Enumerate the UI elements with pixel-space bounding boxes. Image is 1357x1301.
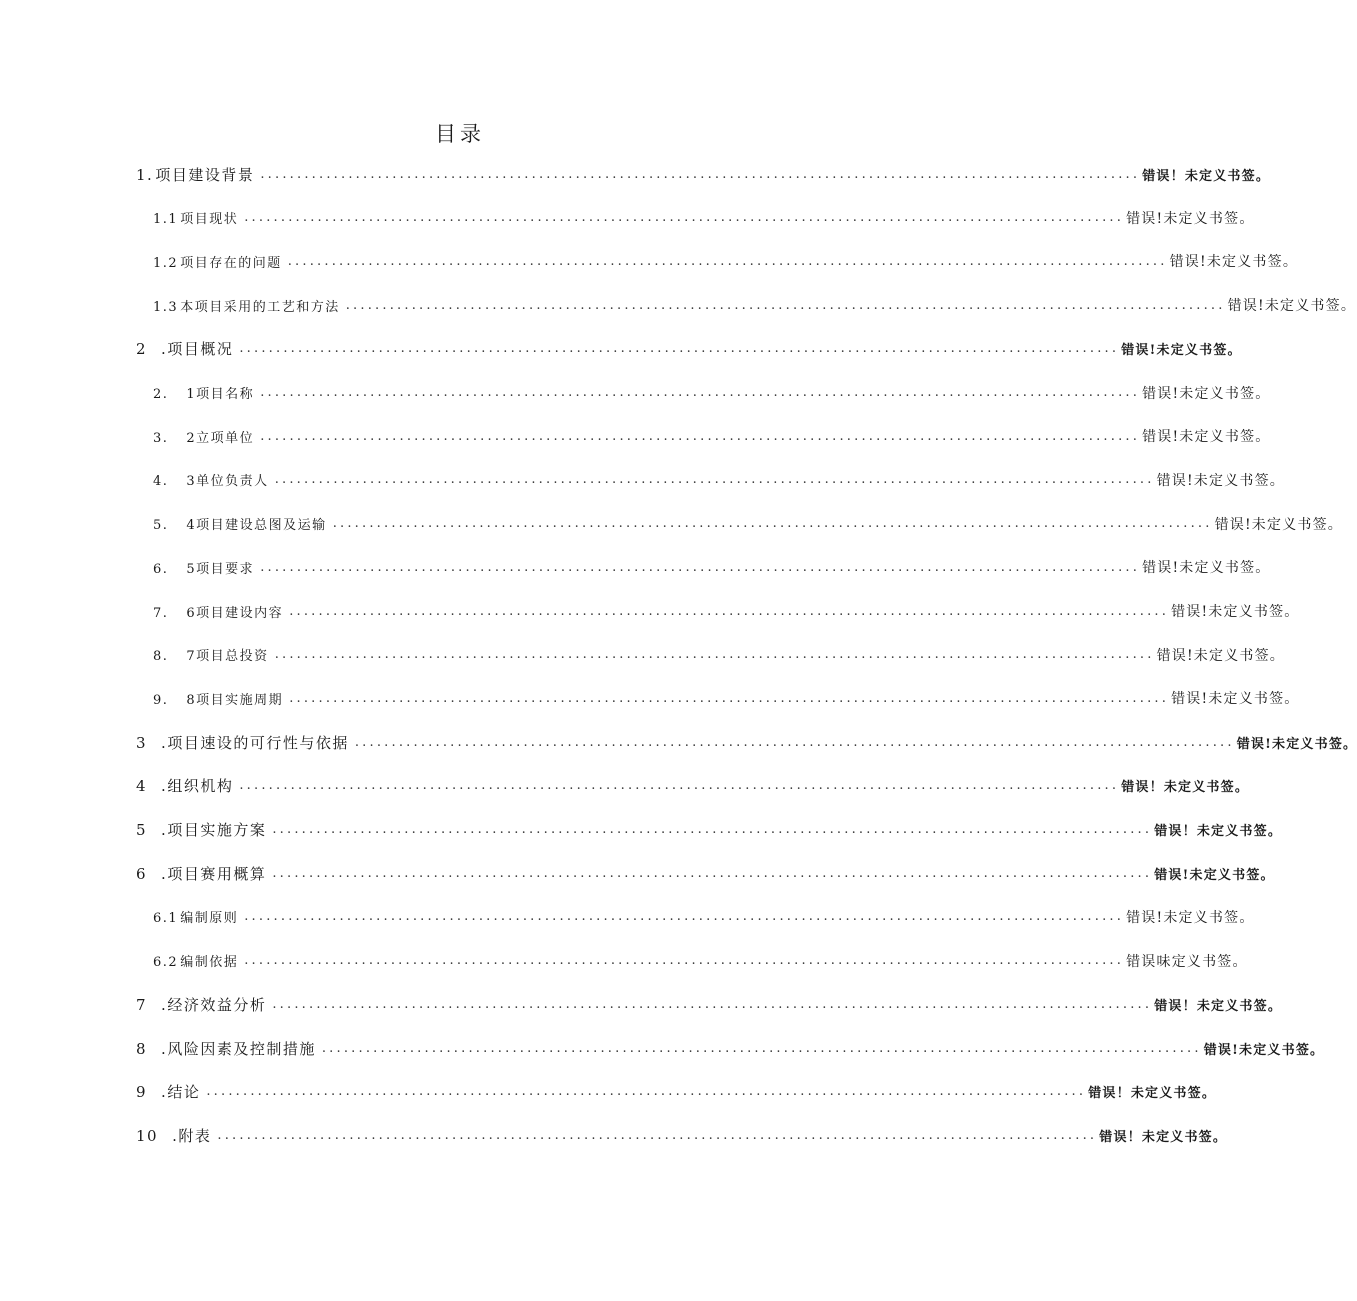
toc-entry-number: 9. <box>153 692 169 708</box>
toc-entry-page-ref: 错误！未定义书签。 <box>1142 168 1271 184</box>
toc-entry-page-ref: 错误!未定义书签。 <box>1142 560 1271 577</box>
toc-entry[interactable] <box>0 246 1299 276</box>
toc-dot-leader: ........................................................................................................................ <box>244 953 1125 969</box>
toc-entry-text: 7项目总投资 <box>186 649 269 665</box>
toc-entry-number: 8. <box>153 649 169 665</box>
toc-entry-label <box>153 645 269 664</box>
toc-dot-leader: ........................................................................................................................ <box>260 385 1141 400</box>
toc-entry-number: 4 <box>136 777 148 796</box>
toc-entry-text: 项目建设背景 <box>155 165 255 184</box>
toc-entry-number: 3. <box>153 430 169 446</box>
toc-entry-number: 9 <box>136 1083 148 1102</box>
toc-entry-number: 6 <box>136 864 148 883</box>
toc-entry[interactable] <box>0 1120 1228 1150</box>
toc-entry-text: 本项目采用的工艺和方法 <box>180 299 340 315</box>
toc-entry-number: 5. <box>153 518 169 534</box>
toc-entry-page-ref: 错误！未定义书签。 <box>1088 1086 1217 1102</box>
toc-entry[interactable] <box>0 771 1250 801</box>
toc-entry-label <box>153 208 238 227</box>
toc-entry-text: .项目概况 <box>161 340 234 359</box>
toc-entry[interactable] <box>0 815 1283 845</box>
toc-entry-number: 1.1 <box>153 212 179 228</box>
toc-dot-leader: ........................................................................................................................ <box>260 559 1141 575</box>
toc-entry-text: 编制原则 <box>180 911 239 927</box>
toc-entry-text: .风险因素及控制措施 <box>161 1039 316 1058</box>
toc-dot-leader: ........................................................................................................................ <box>354 734 1235 750</box>
toc-dot-leader: ........................................................................................................................ <box>274 647 1155 663</box>
toc-entry-label <box>153 383 254 402</box>
toc-entry-number: 2. <box>153 387 169 402</box>
toc-entry[interactable] <box>0 378 1271 408</box>
toc-entry[interactable] <box>0 1033 1325 1063</box>
toc-entry-text: 6项目建设内容 <box>186 605 284 621</box>
toc-entry-page-ref: 错误!未定义书签。 <box>1236 736 1357 752</box>
toc-entry-label <box>153 602 283 621</box>
toc-dot-leader: ........................................................................................................................ <box>274 472 1155 488</box>
toc-entry-text: .附表 <box>172 1126 212 1145</box>
toc-entry-label <box>136 164 254 185</box>
toc-dot-leader: ........................................................................................................................ <box>272 865 1153 881</box>
toc-entry-label <box>153 296 340 315</box>
toc-entry-label <box>153 427 254 446</box>
toc-entry-text: 4项目建设总图及运输 <box>186 518 327 534</box>
toc-entry[interactable] <box>0 1077 1217 1107</box>
toc-entry-text: 5项目要求 <box>186 561 255 577</box>
toc-dot-leader: ........................................................................................................................ <box>260 428 1141 444</box>
toc-dot-leader: ........................................................................................................................ <box>289 690 1170 706</box>
toc-dot-leader: ........................................................................................................................ <box>272 822 1153 837</box>
toc-entry-label <box>153 558 254 577</box>
toc-entry-text: 3单位负责人 <box>186 474 269 490</box>
toc-entry-label <box>153 951 238 970</box>
toc-entry-label <box>136 994 266 1015</box>
toc-entry[interactable] <box>0 290 1357 320</box>
toc-dot-leader: ........................................................................................................................ <box>244 909 1125 925</box>
toc-entry-text: 项目存在的问题 <box>180 255 282 271</box>
toc-dot-leader: ........................................................................................................................ <box>239 778 1120 794</box>
toc-entry-label <box>136 775 233 796</box>
toc-entry-label <box>136 1125 211 1146</box>
toc-entry-number: 6. <box>153 561 169 577</box>
toc-entry-label <box>136 732 349 753</box>
toc-entry-page-ref: 错误!未定义书签。 <box>1214 516 1344 533</box>
toc-title: 目录 <box>435 122 485 146</box>
toc-entry[interactable] <box>0 989 1283 1019</box>
toc-entry-text: 编制依据 <box>180 955 239 971</box>
toc-entry[interactable] <box>0 159 1271 189</box>
toc-entry-number: 6.1 <box>153 911 179 927</box>
toc-dot-leader: ........................................................................................................................ <box>321 1040 1202 1056</box>
toc-dot-leader: ........................................................................................................................ <box>239 341 1120 357</box>
toc-entry-label <box>136 1081 200 1102</box>
toc-entry-text: 项目现状 <box>180 212 239 228</box>
toc-entry-text: 1项目名称 <box>186 387 255 402</box>
toc-entry-page-ref: 错误！未定义书签。 <box>1121 780 1250 796</box>
toc-dot-leader: ........................................................................................................................ <box>272 996 1153 1012</box>
toc-entry[interactable] <box>0 858 1275 888</box>
toc-entry-page-ref: 错误！未定义书签。 <box>1154 998 1283 1014</box>
toc-entry-page-ref: 错误!未定义书签。 <box>1126 210 1255 227</box>
toc-dot-leader: ........................................................................................................................ <box>345 297 1226 313</box>
toc-entry-number: 5 <box>136 821 148 839</box>
toc-entry-text: .结论 <box>161 1083 201 1102</box>
toc-entry-label <box>153 514 327 533</box>
toc-entry[interactable] <box>0 683 1300 713</box>
toc-entry-text: .项目赛用概算 <box>161 864 267 883</box>
toc-dot-leader: ........................................................................................................................ <box>260 166 1141 182</box>
toc-dot-leader: ........................................................................................................................ <box>287 253 1168 269</box>
toc-entry-number: 8 <box>136 1039 148 1058</box>
toc-entry-page-ref: 错误!未定义书签。 <box>1169 254 1299 271</box>
toc-entry-number: 7 <box>136 995 148 1014</box>
toc-entry-page-ref: 错误！未定义书签。 <box>1099 1129 1228 1145</box>
toc-entry[interactable] <box>0 640 1286 670</box>
toc-entry-page-ref: 错误味定义书签。 <box>1126 953 1248 970</box>
toc-entry-label <box>153 252 282 271</box>
toc-entry-text: 8项目实施周期 <box>186 692 284 708</box>
toc-entry-page-ref: 错误!未定义书签。 <box>1227 298 1357 315</box>
toc-entry[interactable] <box>0 902 1255 932</box>
toc-entry-page-ref: 错误!未定义书签。 <box>1156 647 1286 664</box>
toc-entry[interactable] <box>0 203 1255 233</box>
toc-entry-number: 2 <box>136 340 148 359</box>
toc-entry[interactable] <box>0 465 1286 495</box>
toc-entry-page-ref: 错误!未定义书签。 <box>1171 604 1300 620</box>
toc-entry-page-ref: 错误!未定义书签。 <box>1121 343 1242 359</box>
toc-entry-page-ref: 错误!未定义书签。 <box>1142 429 1271 446</box>
toc-entry[interactable] <box>0 946 1248 976</box>
toc-entry-text: .项目实施方案 <box>161 821 267 839</box>
toc-entry-text: .项目速设的可行性与依据 <box>161 733 349 752</box>
toc-dot-leader: ........................................................................................................................ <box>217 1127 1098 1143</box>
toc-entry-number: 1. <box>136 165 154 184</box>
toc-entry-label <box>153 470 269 489</box>
toc-entry-page-ref: 错误!未定义书签。 <box>1203 1042 1325 1058</box>
toc-entry-label <box>136 819 266 840</box>
toc-entry-page-ref: 错误!未定义书签。 <box>1171 691 1300 708</box>
toc-dot-leader: ........................................................................................................................ <box>289 603 1170 619</box>
toc-entry-page-ref: 错误!未定义书签。 <box>1154 867 1275 883</box>
toc-entry-page-ref: 错误！未定义书签。 <box>1154 824 1283 839</box>
toc-entry-label <box>153 907 238 926</box>
toc-entry[interactable] <box>0 334 1242 364</box>
toc-entry-number: 10 <box>136 1126 159 1145</box>
toc-entry-page-ref: 错误!未定义书签。 <box>1156 472 1286 489</box>
toc-entry[interactable] <box>0 727 1357 757</box>
toc-entry-number: 6.2 <box>153 955 179 971</box>
toc-entry-text: .经济效益分析 <box>161 995 267 1014</box>
toc-dot-leader: ........................................................................................................................ <box>332 516 1213 532</box>
toc-entry-page-ref: 错误!未定义书签。 <box>1142 385 1271 402</box>
toc-entry-number: 1.3 <box>153 299 179 315</box>
toc-entry[interactable] <box>0 421 1271 451</box>
toc-dot-leader: ........................................................................................................................ <box>244 210 1125 226</box>
toc-entry[interactable] <box>0 509 1344 539</box>
toc-entry-number: 1.2 <box>153 255 179 271</box>
toc-entry-number: 3 <box>136 733 148 752</box>
toc-entry-text: 2立项单位 <box>186 430 255 446</box>
toc-dot-leader: ........................................................................................................................ <box>206 1084 1087 1100</box>
toc-entry-page-ref: 错误!未定义书签。 <box>1126 909 1255 926</box>
toc-entry[interactable] <box>0 552 1271 582</box>
toc-entry-label <box>136 338 233 359</box>
toc-entry-number: 4. <box>153 474 169 490</box>
toc-entry-label <box>153 689 283 708</box>
toc-entry[interactable] <box>0 596 1300 626</box>
toc-entry-text: .组织机构 <box>161 777 234 796</box>
toc-entry-label <box>136 863 266 884</box>
toc-entry-label <box>136 1038 316 1059</box>
toc-entry-number: 7. <box>153 605 169 621</box>
